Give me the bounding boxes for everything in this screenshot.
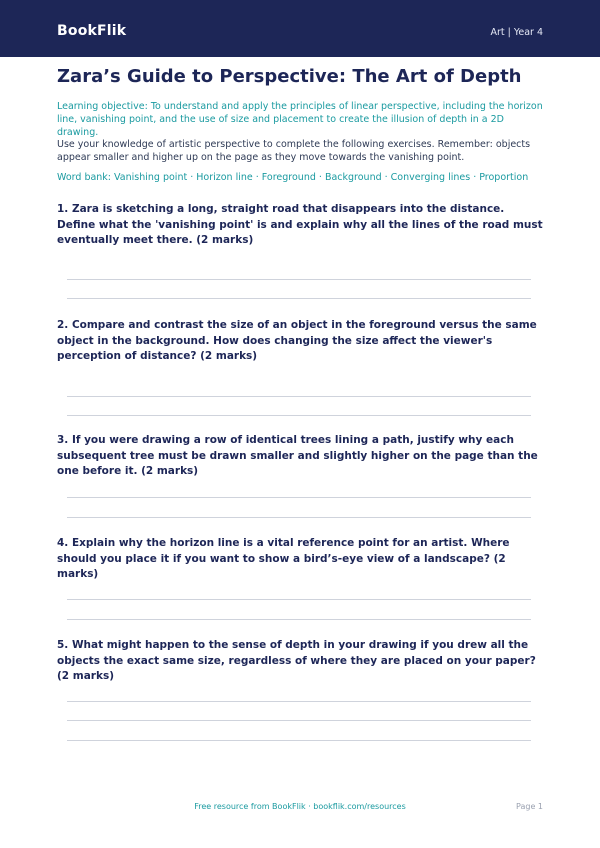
question-3: 3. If you were drawing a row of identical trees lining a path, justify why each subsequent tree must be drawn smaller and slightly higher on the page than the one before it. (2 marks) — [57, 434, 538, 477]
answer-line[interactable] — [67, 298, 531, 299]
page-header — [0, 0, 600, 57]
question-1: 1. Zara is sketching a long, straight road that disappears into the distance. Define what the 'vanishing point' is and explain why all the lines of the road must eventually meet there. (2 marks) — [57, 203, 543, 246]
subject-year-label: Art | Year 4 — [490, 27, 543, 38]
answer-line[interactable] — [67, 701, 531, 702]
instructions: Use your knowledge of artistic perspective to complete the following exercises. Remember: objects appear smaller and higher up on the page as they move towards the vanishing point. — [57, 139, 531, 163]
answer-line[interactable] — [67, 720, 531, 721]
question-4: 4. Explain why the horizon line is a vital reference point for an artist. Where should you place it if you want to show a bird’s-eye view of a landscape? (2 marks) — [57, 537, 510, 580]
answer-line[interactable] — [67, 599, 531, 600]
question-2: 2. Compare and contrast the size of an object in the foreground versus the same object in the background. How does changing the size affect the viewer's perception of distance? (2 marks) — [57, 319, 537, 362]
answer-line[interactable] — [67, 517, 531, 518]
page-title: Zara’s Guide to Perspective: The Art of Depth — [57, 66, 522, 87]
answer-line[interactable] — [67, 396, 531, 397]
learning-objective: Learning objective: To understand and apply the principles of linear perspective, including the horizon line, vanishing point, and the use of size and placement to create the illusion of depth in a 2D drawing. — [57, 101, 543, 138]
answer-line[interactable] — [67, 497, 531, 498]
footer-resource-link[interactable]: Free resource from BookFlik · bookflik.com/resources — [194, 802, 406, 811]
answer-line[interactable] — [67, 415, 531, 416]
answer-line[interactable] — [67, 279, 531, 280]
answer-line[interactable] — [67, 619, 531, 620]
page-number: Page 1 — [516, 802, 543, 811]
answer-line[interactable] — [67, 740, 531, 741]
brand-logo[interactable]: BookFlik — [57, 23, 127, 39]
question-5: 5. What might happen to the sense of depth in your drawing if you drew all the objects the exact same size, regardless of where they are placed on your paper? (2 marks) — [57, 639, 536, 682]
word-bank: Word bank: Vanishing point · Horizon line · Foreground · Background · Converging lines · Proportion — [57, 172, 529, 183]
